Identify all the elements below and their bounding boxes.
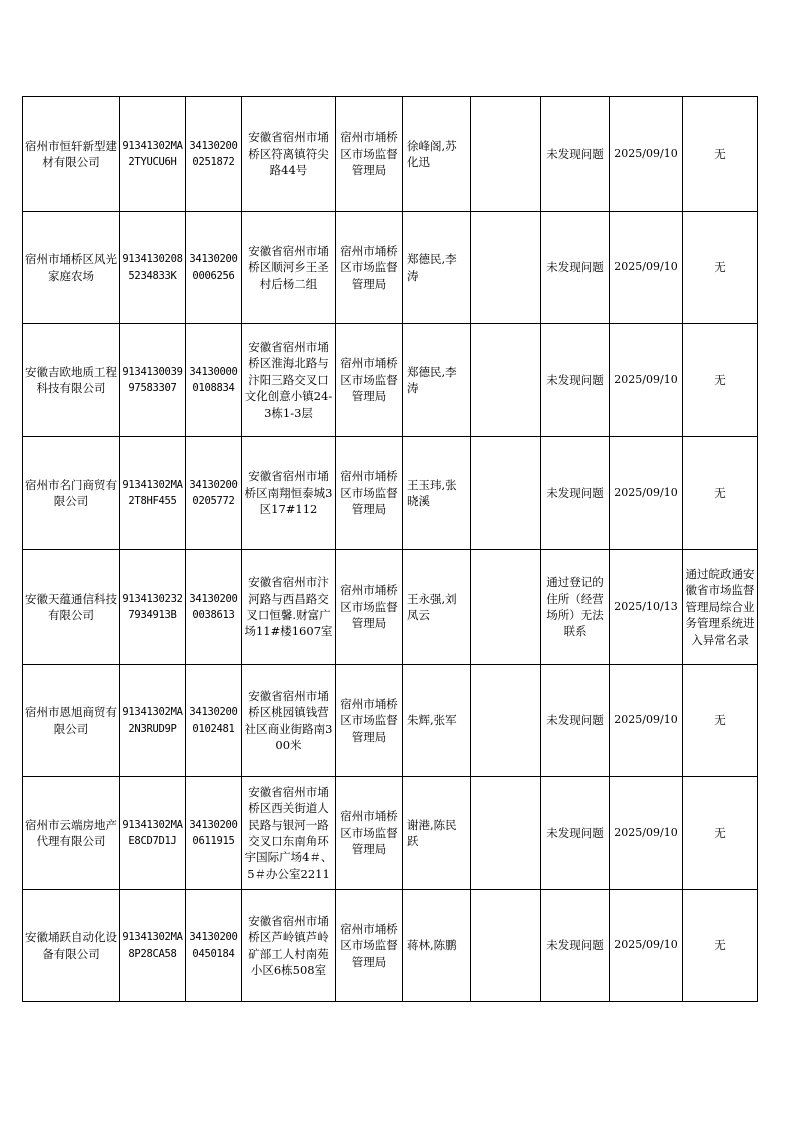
inspection-date-cell: 2025/09/10 <box>610 324 683 437</box>
inspectors-cell: 徐峰阁,苏化迅 <box>403 97 471 212</box>
inspection-table <box>22 96 758 1002</box>
handling-cell: 无 <box>683 324 758 437</box>
registration-number-cell: 341302000251872 <box>186 97 242 212</box>
inspectors-cell: 王玉玮,张晓溪 <box>403 437 471 550</box>
company-name-cell: 宿州市名门商贸有限公司 <box>23 437 120 550</box>
authority-cell: 宿州市埇桥区市场监督管理局 <box>336 777 403 890</box>
registration-number-cell: 341302000006256 <box>186 212 242 324</box>
address-cell: 安徽省宿州市埇桥区西关街道人民路与银河一路交叉口东南角环宇国际广场4＃、5＃办公室2211 <box>242 777 336 890</box>
inspection-date-cell: 2025/09/10 <box>610 777 683 890</box>
company-name-cell: 安徽埇跃自动化设备有限公司 <box>23 890 120 1002</box>
credit-code-cell: 91341302085234833K <box>120 212 186 324</box>
credit-code-cell: 91341302MAE8CD7D1J <box>120 777 186 890</box>
address-cell: 安徽省宿州市汴河路与西昌路交叉口恒馨.财富广场11#楼1607室 <box>242 550 336 665</box>
credit-code-cell: 91341302327934913B <box>120 550 186 665</box>
inspectors-cell: 王永强,刘凤云 <box>403 550 471 665</box>
empty-cell <box>471 97 541 212</box>
handling-cell: 无 <box>683 665 758 777</box>
registration-number-cell: 341302000102481 <box>186 665 242 777</box>
inspection-result-cell: 未发现问题 <box>541 212 610 324</box>
handling-cell: 无 <box>683 212 758 324</box>
authority-cell: 宿州市埇桥区市场监督管理局 <box>336 97 403 212</box>
authority-cell: 宿州市埇桥区市场监督管理局 <box>336 665 403 777</box>
address-cell: 安徽省宿州市埇桥区符离镇符尖路44号 <box>242 97 336 212</box>
authority-cell: 宿州市埇桥区市场监督管理局 <box>336 550 403 665</box>
credit-code-cell: 91341302MA2TYUCU6H <box>120 97 186 212</box>
table-row <box>23 550 758 665</box>
inspection-date-cell: 2025/10/13 <box>610 550 683 665</box>
inspectors-cell: 蒋林,陈鹏 <box>403 890 471 1002</box>
authority-cell: 宿州市埇桥区市场监督管理局 <box>336 437 403 550</box>
registration-number-cell: 341300000108834 <box>186 324 242 437</box>
table-row <box>23 665 758 777</box>
registration-number-cell: 341302000038613 <box>186 550 242 665</box>
company-name-cell: 安徽吉欧地质工程科技有限公司 <box>23 324 120 437</box>
inspectors-cell: 郑德民,李涛 <box>403 324 471 437</box>
inspection-result-cell: 未发现问题 <box>541 324 610 437</box>
table-body <box>23 97 758 1002</box>
company-name-cell: 安徽天蕴通信科技有限公司 <box>23 550 120 665</box>
company-name-cell: 宿州市云端房地产代理有限公司 <box>23 777 120 890</box>
empty-cell <box>471 437 541 550</box>
inspection-date-cell: 2025/09/10 <box>610 97 683 212</box>
inspection-date-cell: 2025/09/10 <box>610 437 683 550</box>
table-row <box>23 324 758 437</box>
inspectors-cell: 谢港,陈民跃 <box>403 777 471 890</box>
inspection-result-cell: 未发现问题 <box>541 437 610 550</box>
empty-cell <box>471 890 541 1002</box>
authority-cell: 宿州市埇桥区市场监督管理局 <box>336 324 403 437</box>
empty-cell <box>471 665 541 777</box>
company-name-cell: 宿州市恒轩新型建材有限公司 <box>23 97 120 212</box>
credit-code-cell: 91341302MA2T8HF455 <box>120 437 186 550</box>
credit-code-cell: 91341302MA2N3RUD9P <box>120 665 186 777</box>
inspection-date-cell: 2025/09/10 <box>610 212 683 324</box>
inspection-date-cell: 2025/09/10 <box>610 890 683 1002</box>
empty-cell <box>471 777 541 890</box>
company-name-cell: 宿州市恩旭商贸有限公司 <box>23 665 120 777</box>
authority-cell: 宿州市埇桥区市场监督管理局 <box>336 890 403 1002</box>
address-cell: 安徽省宿州市埇桥区淮海北路与汴阳三路交叉口文化创意小镇24-3栋1-3层 <box>242 324 336 437</box>
handling-cell: 无 <box>683 890 758 1002</box>
handling-cell: 无 <box>683 97 758 212</box>
address-cell: 安徽省宿州市埇桥区芦岭镇芦岭矿部工人村南苑小区6栋508室 <box>242 890 336 1002</box>
table-row <box>23 437 758 550</box>
registration-number-cell: 341302000611915 <box>186 777 242 890</box>
inspection-date-cell: 2025/09/10 <box>610 665 683 777</box>
inspection-result-cell: 未发现问题 <box>541 890 610 1002</box>
address-cell: 安徽省宿州市埇桥区桃园镇钱营社区商业街路南300米 <box>242 665 336 777</box>
authority-cell: 宿州市埇桥区市场监督管理局 <box>336 212 403 324</box>
inspectors-cell: 朱辉,张军 <box>403 665 471 777</box>
inspection-result-cell: 未发现问题 <box>541 665 610 777</box>
empty-cell <box>471 324 541 437</box>
empty-cell <box>471 550 541 665</box>
handling-cell: 无 <box>683 777 758 890</box>
inspection-result-cell: 通过登记的住所（经营场所）无法联系 <box>541 550 610 665</box>
company-name-cell: 宿州市埇桥区风光家庭农场 <box>23 212 120 324</box>
handling-cell: 无 <box>683 437 758 550</box>
credit-code-cell: 913413003997583307 <box>120 324 186 437</box>
registration-number-cell: 341302000205772 <box>186 437 242 550</box>
registration-number-cell: 341302000450184 <box>186 890 242 1002</box>
address-cell: 安徽省宿州市埇桥区顺河乡王圣村后杨二组 <box>242 212 336 324</box>
table-row <box>23 97 758 212</box>
inspection-result-cell: 未发现问题 <box>541 97 610 212</box>
inspectors-cell: 郑德民,李涛 <box>403 212 471 324</box>
table-row <box>23 890 758 1002</box>
table-row <box>23 212 758 324</box>
table-row <box>23 777 758 890</box>
credit-code-cell: 91341302MA8P28CA58 <box>120 890 186 1002</box>
inspection-result-cell: 未发现问题 <box>541 777 610 890</box>
handling-cell: 通过皖政通安徽省市场监督管理局综合业务管理系统进入异常名录 <box>683 550 758 665</box>
address-cell: 安徽省宿州市埇桥区南翔恒泰城3区17#112 <box>242 437 336 550</box>
empty-cell <box>471 212 541 324</box>
